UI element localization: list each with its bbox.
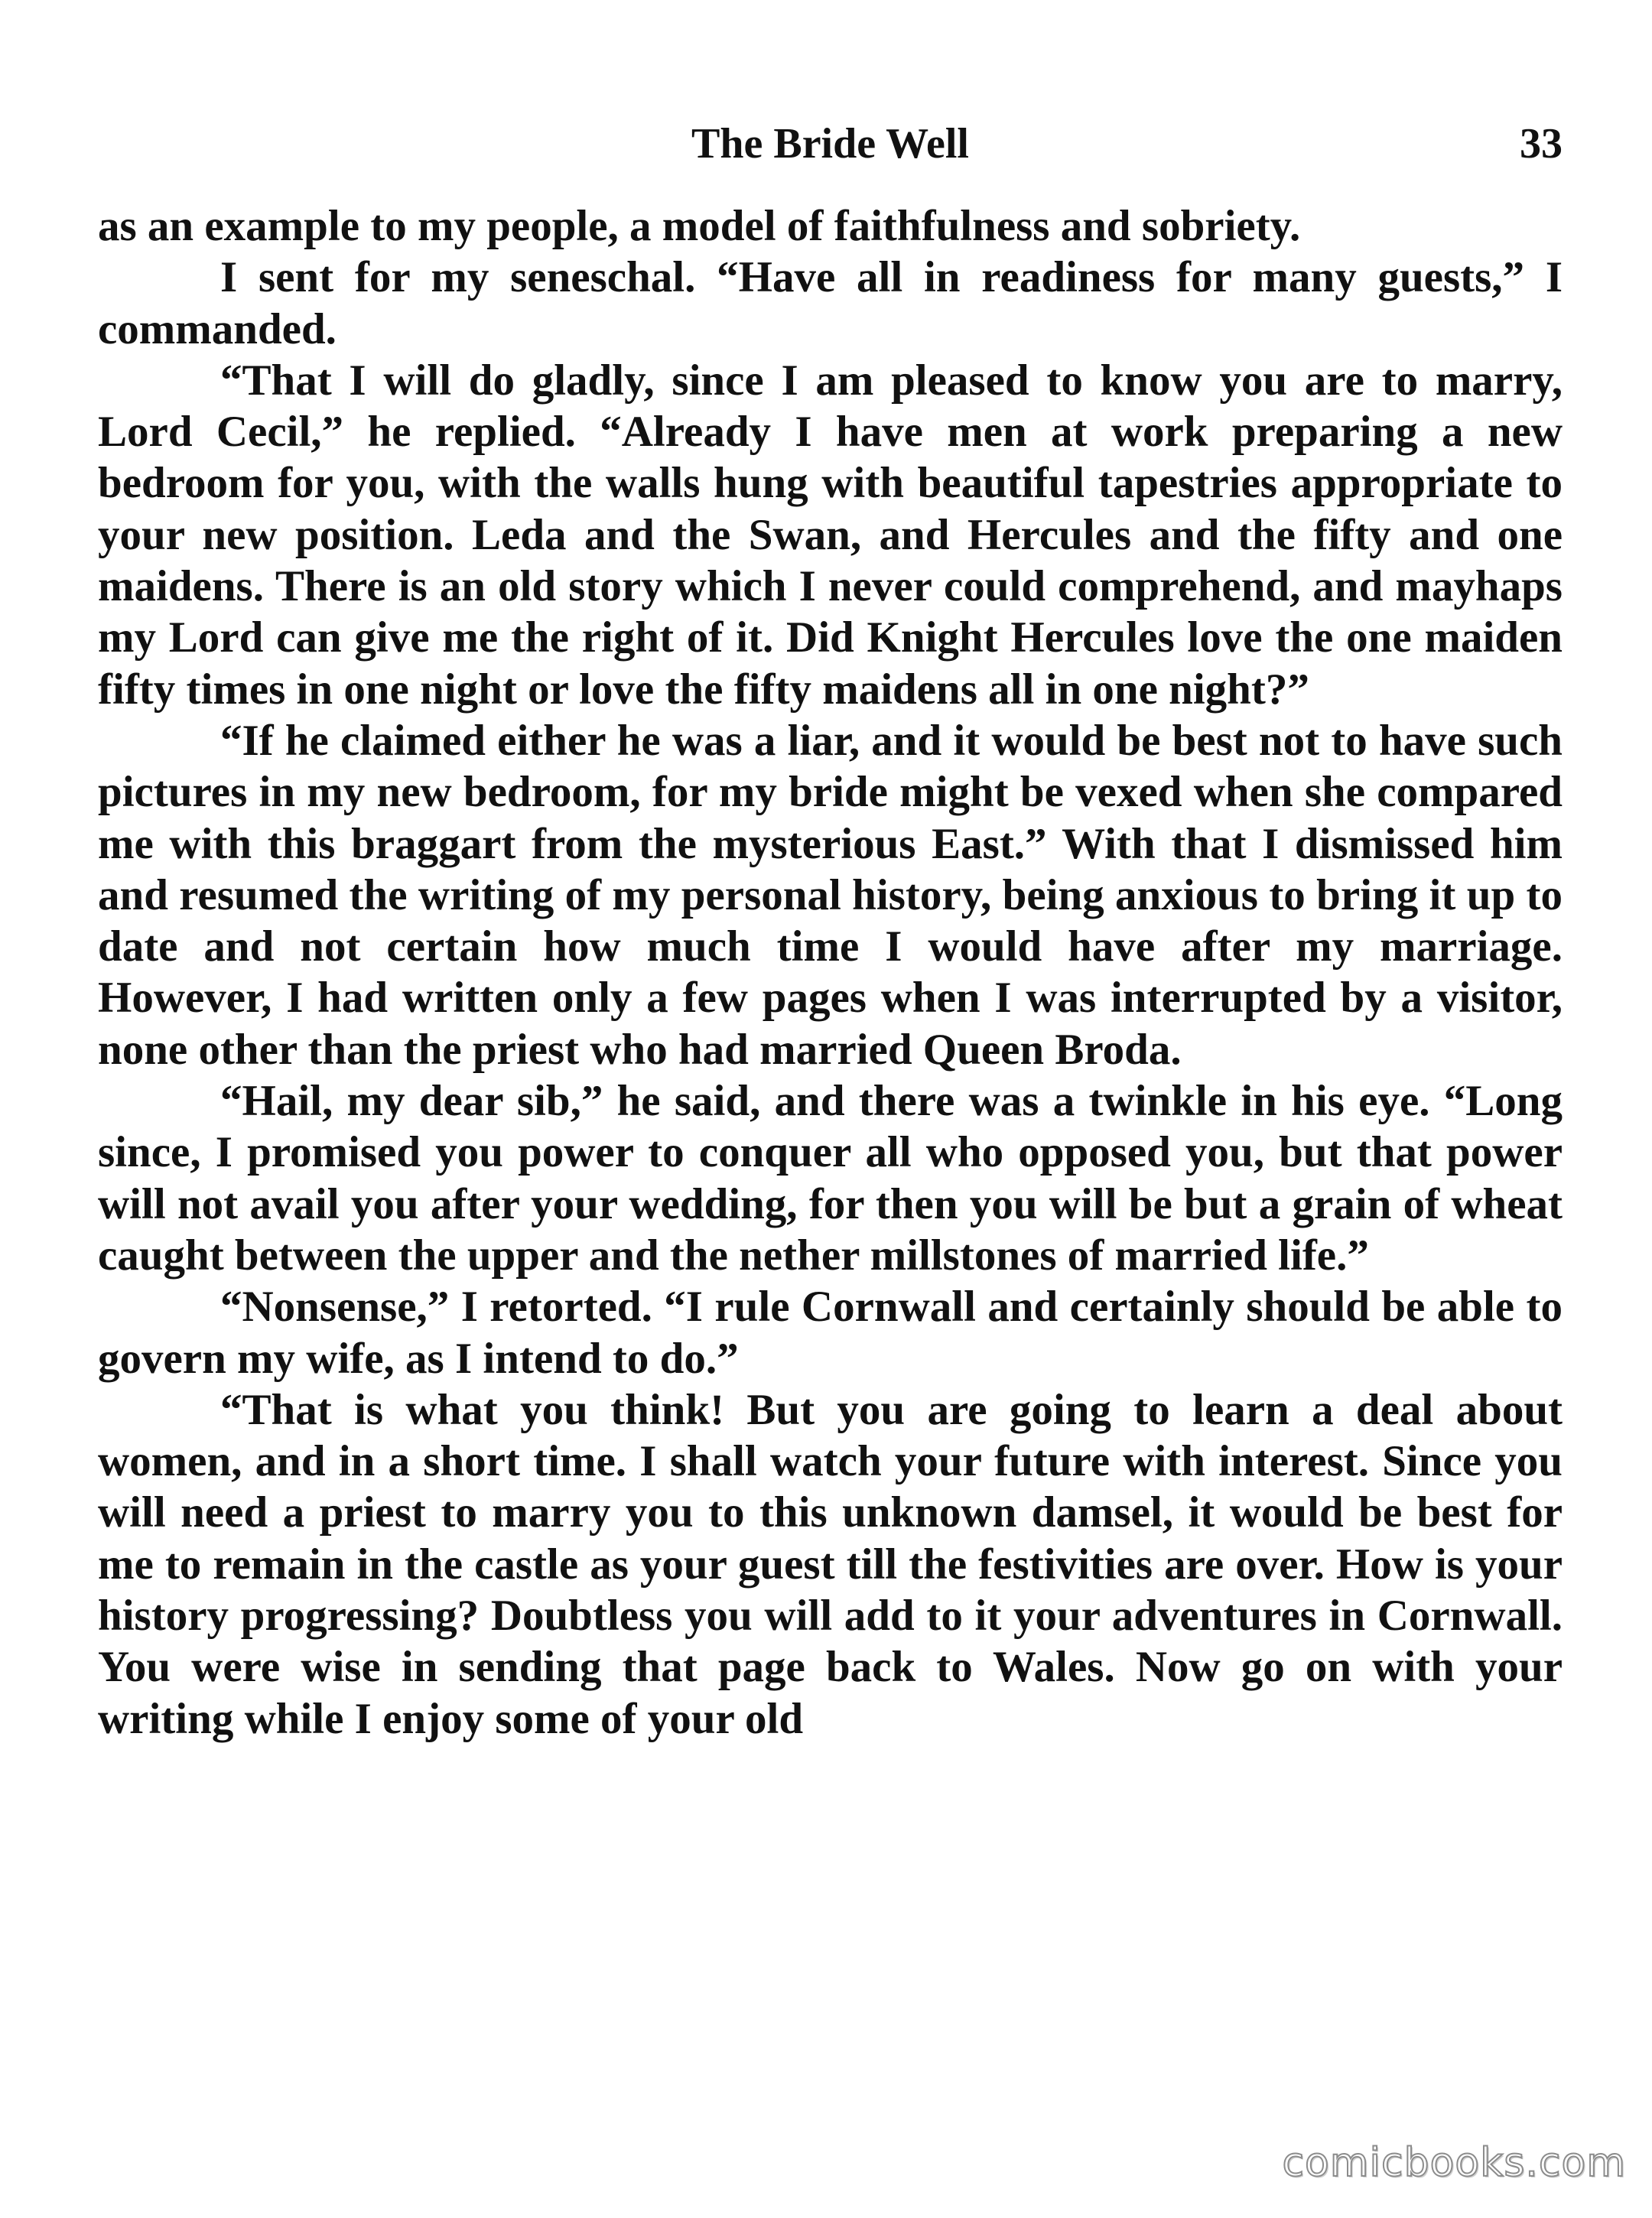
running-title: The Bride Well [691,120,969,167]
paragraph: “If he claimed either he was a liar, and it would be best not to have such pictures in my new bedroom, for my bride might be vexed when she compared me with this braggart from the mysterious East.” With that I dismissed him and resumed the writing of my personal history, being anxious to bring it up to date and not certain how much time I would have after my marriage. However, I had written only a few pages when I was interrupted by a visitor, none other than the priest who had married Queen Broda. [98,716,1563,1074]
running-head [98,113,1563,174]
paragraph: I sent for my seneschal. “Have all in readiness for many guests,” I commanded. [98,253,1563,353]
paragraph-continuation: as an example to my people, a model of faithfulness and sobriety. [98,202,1301,250]
watermark-logo: comicbooks.com [1282,2140,1626,2186]
paragraph: “Hail, my dear sib,” he said, and there was a twinkle in his eye. “Long since, I promised you power to conquer all who opposed you, but that power will not avail you after your wedding, for then you will be but a grain of wheat caught between the upper and the nether millstones of married life.” [98,1077,1563,1280]
paragraph: “That I will do gladly, since I am pleased to know you are to marry, Lord Cecil,” he replied. “Already I have men at work preparing a new bedroom for you, with the walls hung with beautiful tapestries appropriate to your new position. Leda and the Swan, and Hercules and the fifty and one maidens. There is an old story which I never could comprehend, and mayhaps my Lord can give me the right of it. Did Knight Hercules love the one maiden fifty times in one night or love the fifty maidens all in one night?” [98,356,1563,714]
page-number: 33 [1520,120,1563,167]
paragraph: “Nonsense,” I retorted. “I rule Cornwall and certainly should be able to govern my wife, as I intend to do.” [98,1283,1563,1383]
body-text [98,200,1563,1745]
paragraph: “That is what you think! But you are going to learn a deal about women, and in a short time. I shall watch your future with interest. Since you will need a priest to marry you to this unknown damsel, it would be best for me to remain in the castle as your guest till the festivities are over. How is your history progressing? Doubtless you will add to it your adventures in Cornwall. You were wise in sending that page back to Wales. Now go on with your writing while I enjoy some of your old [98,1385,1563,1743]
